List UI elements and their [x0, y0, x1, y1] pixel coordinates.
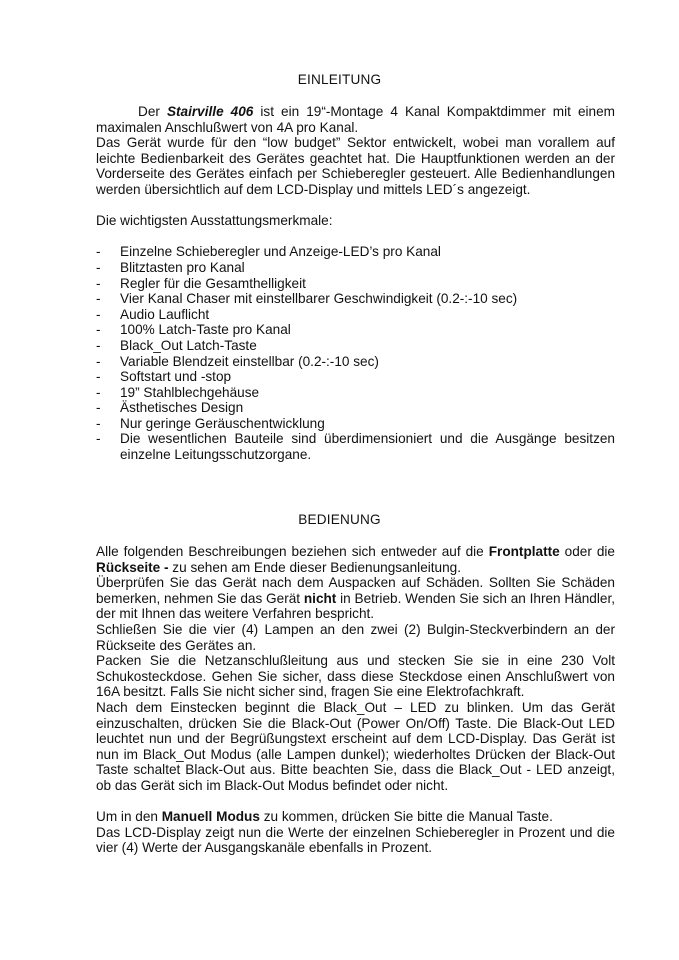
operation-paragraph-7: Das LCD-Display zeigt nun die Werte der einzelnen Schieberegler in Prozent und die vier (4) Werte der Ausgangskanäle ebenfalls in Prozent. [96, 824, 615, 856]
list-item: - 100% Latch-Taste pro Kanal [96, 322, 291, 338]
bullet-marker: - [96, 322, 101, 338]
list-item: - Softstart und -stop [96, 369, 232, 385]
brand-name: Stairville 406 [166, 104, 254, 119]
intro-heading: EINLEITUNG [297, 72, 382, 87]
nicht-emphasis: nicht [303, 590, 337, 606]
bullet-marker: - [96, 259, 101, 275]
bullet-marker: - [96, 431, 101, 447]
operation-paragraph-2: Überprüfen Sie das Gerät nach dem Auspacken auf Schäden. Sollten Sie Schäden bemerken, nehmen Sie das Gerät nicht in Betrieb. Wenden Sie sich an Ihren Händler, der mit Ihnen das weitere Verfahren bespricht. [96, 575, 616, 622]
bullet-marker: - [96, 275, 101, 291]
list-item: - Blitztasten pro Kanal [96, 259, 245, 275]
list-item: - Nur geringe Geräuschentwicklung [96, 415, 325, 431]
list-item: - Ästhetisches Design [96, 400, 244, 416]
intro-paragraph-2: Das Gerät wurde für den “low budget” Sektor entwickelt, wobei man vorallem auf leichte Bedienbarkeit des Gerätes geachtet hat. Die Hauptfunktionen werden an der Vorderseite des Gerätes einfach per Schieberegler gesteuert. Alle Bedienhandlungen werden übersichtlich auf dem LCD-Display und mittels LED´s angezeigt. [96, 135, 615, 197]
list-item: - Audio Lauflicht [96, 306, 210, 322]
list-item: - 19” Stahlblechgehäuse [96, 384, 260, 400]
intro-p1-pre: Der [138, 104, 167, 119]
list-item: - Black_Out Latch-Taste [96, 337, 257, 353]
frontplatte-term: Frontplatte [488, 544, 560, 559]
manuell-modus-term: Manuell Modus [161, 809, 260, 825]
bullet-marker: - [96, 384, 101, 400]
bullet-marker: - [96, 306, 101, 322]
features-list [96, 244, 615, 462]
bullet-marker: - [96, 353, 101, 369]
list-item: - Regler für die Gesamthelligkeit [96, 275, 306, 291]
intro-section [96, 104, 615, 463]
bullet-marker: - [96, 369, 101, 385]
operation-paragraph-6: Um in den Manuell Modus zu kommen, drücken Sie bitte die Manual Taste. [96, 809, 553, 825]
operation-paragraph-1: Alle folgenden Beschreibungen beziehen sich entweder auf die Frontplatte oder die Rückseite - zu sehen am Ende dieser Bedienungsanleitung. [96, 544, 615, 575]
rueckseite-term: Rückseite - [96, 559, 169, 575]
bullet-marker: - [96, 337, 101, 353]
bullet-marker: - [96, 291, 101, 307]
operation-paragraph-4: Packen Sie die Netzanschlußleitung aus und stecken Sie sie in eine 230 Volt Schukosteckdose. Gehen Sie sicher, dass diese Steckdose einen Anschlußwert von 16A besitzt. Falls Sie nicht sicher sind, fragen Sie eine Elektrofachkraft. [96, 653, 615, 700]
bullet-marker: - [96, 244, 101, 260]
operation-heading: BEDIENUNG [298, 512, 381, 527]
bullet-marker: - [96, 400, 101, 416]
intro-p1-post: ist ein 19“-Montage 4 Kanal Kompaktdimmer mit einem maximalen Anschlußwert von 4A pro Kanal. [96, 104, 615, 135]
list-item: - Variable Blendzeit einstellbar (0.2-:-10 sec) [96, 353, 379, 369]
list-item: - Einzelne Schieberegler und Anzeige-LED’s pro Kanal [96, 244, 441, 260]
intro-paragraph-1 [96, 104, 615, 135]
bullet-marker: - [96, 415, 101, 431]
list-item: - Vier Kanal Chaser mit einstellbarer Geschwindigkeit (0.2-:-10 sec) [96, 291, 518, 307]
list-item: - Die wesentlichen Bauteile sind überdimensioniert und die Ausgänge besitzen einzelne Leitungsschutzorgane. [96, 431, 615, 463]
operation-paragraph-3: Schließen Sie die vier (4) Lampen an den zwei (2) Bulgin-Steckverbindern an der Rückseite des Gerätes an. [96, 621, 615, 653]
features-title: Die wichtigsten Ausstattungsmerkmale: [96, 213, 333, 229]
operation-paragraph-5: Nach dem Einstecken beginnt die Black_Out – LED zu blinken. Um das Gerät einzuschalten, drücken Sie die Black-Out (Power On/Off) Taste. Die Black-Out LED leuchtet nun und der Begrüßungstext erscheint auf dem LCD-Display. Das Gerät ist nun im Black_Out Modus (alle Lampen dunkel); wiederholtes Drücken der Black-Out Taste schaltet Black-Out aus. Bitte beachten Sie, dass die Black_Out - LED anzeigt, ob das Gerät sich im Black-Out Modus befindet oder nicht. [96, 699, 615, 793]
operation-section [96, 544, 615, 856]
